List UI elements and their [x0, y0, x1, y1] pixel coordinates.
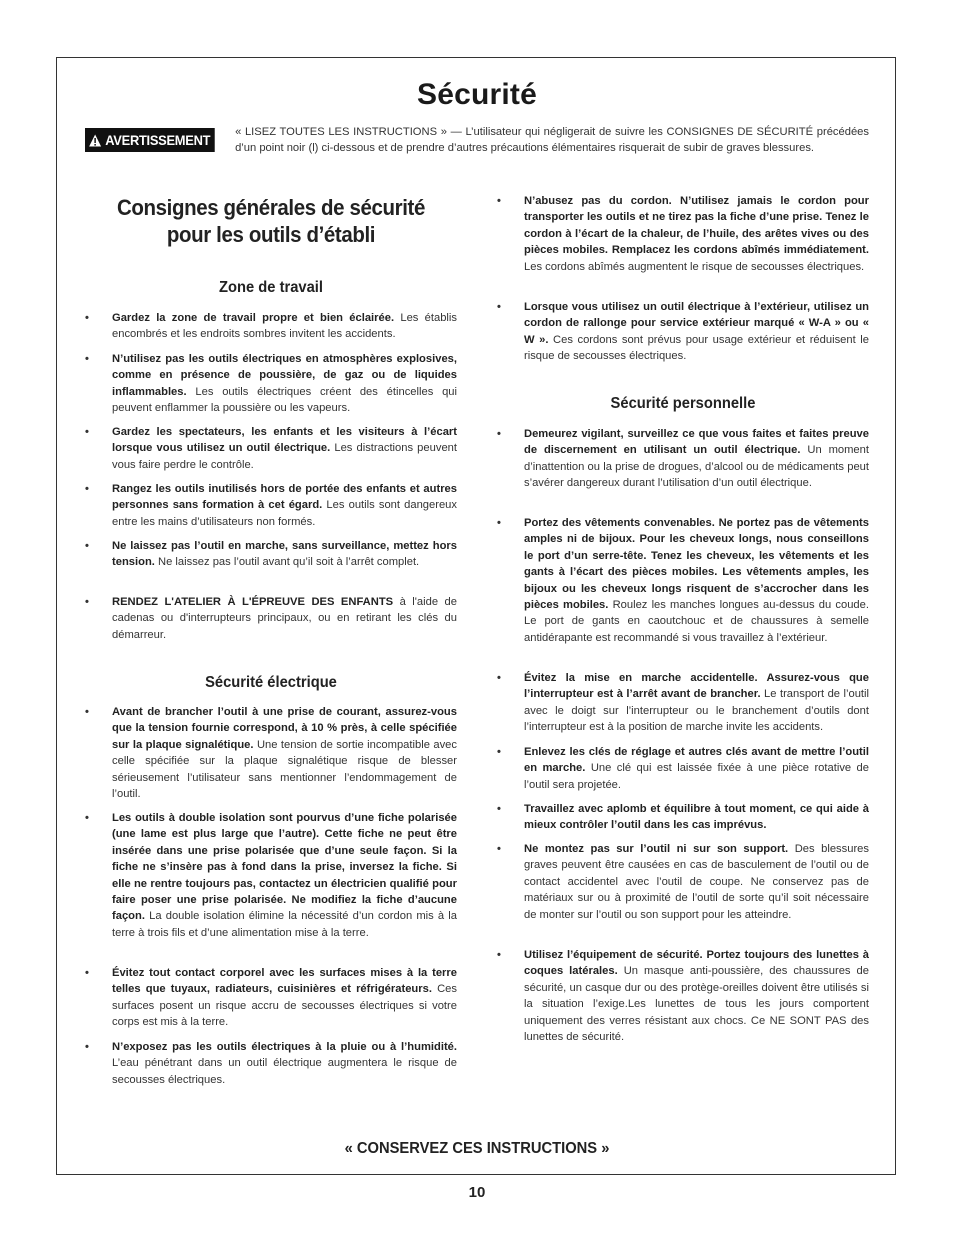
bullet: • — [497, 301, 501, 313]
main-heading-line1: Consignes générales de sécurité — [116, 195, 426, 220]
list-item: • N’abusez pas du cordon. N’utilisez jamais le cordon pour transporter les outils et ne tirez pas la fiche d’une prise. Tenez le cordon à l’écart de la chaleur, de l’huile, des arêtes vives ou des pièces mobiles. Remplacez les cordons abîmés immédiatement. Les cordons abîmés augmentent le risque de secousses électriques. — [497, 195, 869, 273]
section-heading-elec: Sécurité électrique — [205, 674, 337, 691]
page-number: 10 — [468, 1184, 486, 1201]
bullet: • — [85, 596, 89, 608]
list-item: • Gardez la zone de travail propre et bien éclairée. Les établis encombrés et les endroits sombres invitent les accidents. — [85, 312, 457, 341]
list-item: • Portez des vêtements convenables. Ne portez pas de vêtements amples ni de bijoux. Pour les cheveux longs, nous conseillons le port d’un serre-tête. Tenez les cheveux, les vêtements et les gants à l’écart des pièces mobiles. Les vêtements amples, les bijoux ou les cheveux longs risquent de s’accrocher dans les pièces mobiles. Roulez les manches longues au-dessus du coude. Le port de gants en caoutchouc et de chaussures à semelle antidérapante est recommandé si vous travaillez à l’extérieur. — [497, 517, 869, 644]
list-item: • N’utilisez pas les outils électriques en atmosphères explosives, comme en présence de poussière, de gaz ou de liquides inflammables. Les outils électriques créent des étincelles qui peuvent enflammer la poussière ou les vapeurs. — [85, 353, 457, 415]
warning-badge — [85, 128, 215, 152]
list-item: • Utilisez l’équipement de sécurité. Portez toujours des lunettes à coques latérales. Un masque anti-poussière, des chaussures de sécurité, un casque dur ou des protège-oreilles doivent être utilisés si la situation l’exige.Les lunettes de tous les jours comportent uniquement des verres résistant aux chocs. Ce NE SONT PAS des lunettes de sécurité. — [497, 949, 869, 1044]
list-item: • Lorsque vous utilisez un outil électrique à l’extérieur, utilisez un cordon de rallonge pour service extérieur marqué « W-A » ou « W ». Ces cordons sont prévus pour usage extérieur et réduisent le risque de secousses électriques. — [497, 301, 870, 363]
main-heading-line2: pour les outils d’établi — [166, 222, 376, 247]
list-item: • Demeurez vigilant, surveillez ce que vous faites et faites preuve de discernement en utilisant un outil électrique. Un moment d’inattention ou la prise de drogues, d’alcool ou de médicaments peut s’avérer dangereux durant l’utilisation d’un outil électrique. — [497, 428, 869, 490]
list-item: • Travaillez avec aplomb et équilibre à tout moment, ce qui aide à mieux contrôler l’outil dans les cas imprévus. — [497, 803, 869, 832]
bullet: • — [85, 967, 89, 979]
bullet: • — [497, 803, 501, 815]
list-item: • Ne laissez pas l’outil en marche, sans surveillance, mettez hors tension. Ne laissez pas l’outil avant qu’il soit à l’arrêt complet. — [85, 540, 457, 569]
warning-block — [85, 124, 869, 156]
list-item: • RENDEZ L'ATELIER À L'ÉPREUVE DES ENFANTS à l'aide de cadenas ou d'interrupteurs principaux, ou en retirant les clés du démarreur. — [85, 596, 457, 641]
page-title: Sécurité — [417, 78, 537, 111]
bullet: • — [497, 428, 501, 440]
list-item: • Enlevez les clés de réglage et autres clés avant de mettre l’outil en marche. Une clé qui est laissée fixée à une pièce rotative de l’outil sera projetée. — [497, 746, 870, 791]
warning-text: « LISEZ TOUTES LES INSTRUCTIONS » — L’utilisateur qui négligerait de suivre les CONSIGNES DE SÉCURITÉ précédées d’un point noir (l) ci-dessous et de prendre d’autres précautions élémentaires risquerait de subir de graves blessures. — [235, 126, 869, 154]
bullet: • — [85, 426, 89, 438]
footer-note: « CONSERVEZ CES INSTRUCTIONS » — [344, 1140, 610, 1157]
warning-triangle-icon — [89, 134, 102, 147]
bullet: • — [497, 195, 501, 207]
bullet: • — [497, 746, 501, 758]
list-item: • Ne montez pas sur l’outil ni sur son support. Des blessures graves peuvent être causées en cas de basculement de l’outil ou de contact accidentel avec l’outil de coupe. Ne conservez pas de matériaux sur ou à proximité de l’outil de sorte qu’il soit nécessaire de monter sur l’outil ou son support pour les atteindre. — [497, 843, 869, 921]
list-item: • N’exposez pas les outils électriques à la pluie ou à l’humidité. L’eau pénétrant dans un outil électrique augmentera le risque de secousses électriques. — [85, 1041, 457, 1086]
main-heading — [98, 194, 444, 248]
bullet: • — [497, 949, 501, 961]
list-item: • Gardez les spectateurs, les enfants et les visiteurs à l’écart lorsque vous utilisez un outil électrique. Les distractions peuvent vous faire perdre le contrôle. — [85, 426, 457, 471]
bullet: • — [85, 353, 89, 365]
section-heading-perso: Sécurité personnelle — [610, 395, 756, 412]
bullet: • — [497, 672, 501, 684]
list-item: • Avant de brancher l’outil à une prise de courant, assurez-vous que la tension fournie correspond, à 10 % près, à celle spécifiée sur la plaque signalétique. Une tension de sortie incompatible avec celle spécifiée sur la plaque signalétique risque de blesser sérieusement l’utilisateur sans mentionner l’endommagement de l’outil. — [85, 706, 457, 801]
bullet: • — [85, 812, 89, 824]
list-item: • Évitez la mise en marche accidentelle. Assurez-vous que l’interrupteur est à l’arrêt avant de brancher. Le transport de l’outil avec le doigt sur l’interrupteur ou le branchement d’outils dont l’interrupteur est à la position de marche invite les accidents. — [497, 672, 869, 734]
bullet: • — [85, 312, 89, 324]
bullet: • — [85, 483, 89, 495]
list-item: • Rangez les outils inutilisés hors de portée des enfants et autres personnes sans formation à cet égard. Les outils sont dangereux entre les mains d’utilisateurs non formés. — [85, 483, 458, 528]
bullet: • — [497, 517, 501, 529]
bullet: • — [85, 706, 89, 718]
section-heading-zone: Zone de travail — [219, 279, 323, 296]
bullet: • — [497, 843, 501, 855]
list-item: • Évitez tout contact corporel avec les surfaces mises à la terre telles que tuyaux, radiateurs, cuisinières et réfrigérateurs. Ces surfaces posent un risque accru de secousses électriques si votre corps est mis à la terre. — [85, 967, 457, 1029]
bullet: • — [85, 1041, 89, 1053]
warning-badge-label: AVERTISSEMENT — [105, 132, 211, 148]
list-item: • Les outils à double isolation sont pourvus d’une fiche polarisée (une lame est plus large que l’autre). Cette fiche ne peut être insérée dans une prise polarisée que d’une seule façon. Si la fiche ne s’insère pas à fond dans la prise, inversez la fiche. Si elle ne rentre toujours pas, contactez un électricien qualifié pour faire poser une prise polarisée. Ne modifiez la fiche d’aucune façon. La double isolation élimine la nécessité d’un cordon mis à la terre à trois fils et d’une alimentation mise à la terre. — [85, 812, 457, 939]
bullet: • — [85, 540, 89, 552]
